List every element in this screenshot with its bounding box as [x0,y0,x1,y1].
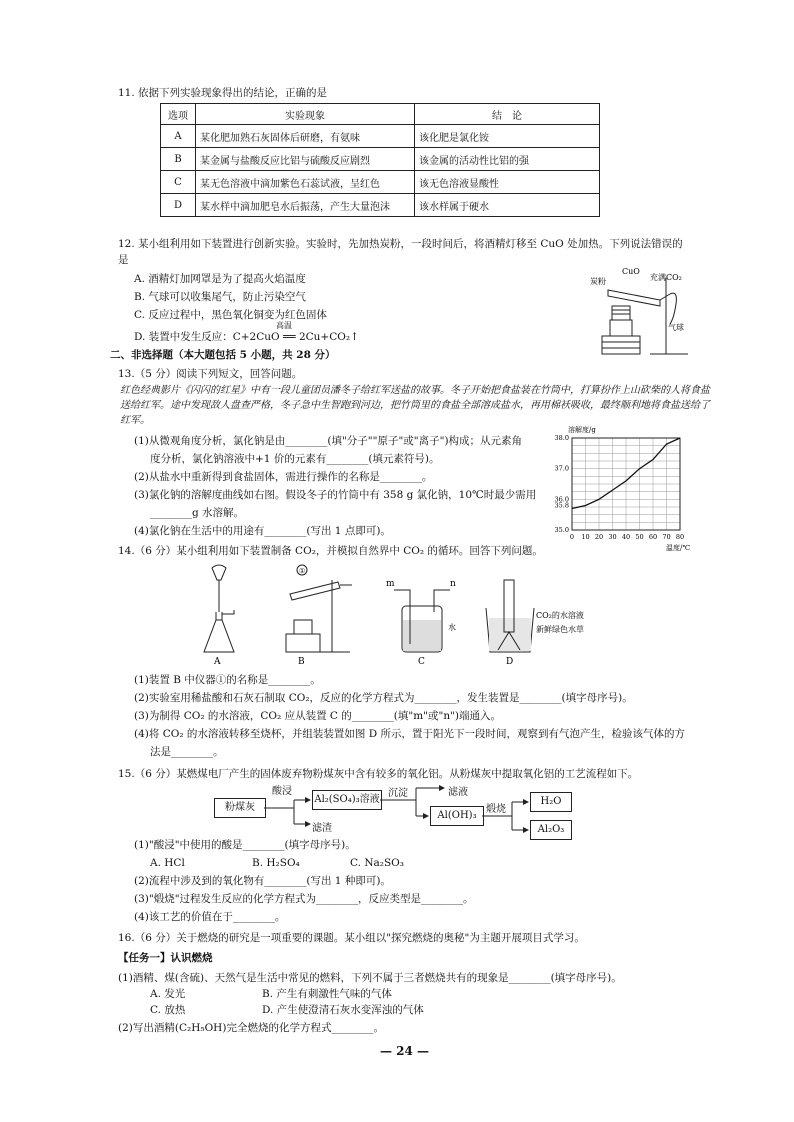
q16-option-b: B. 产生有刺激性气味的气体 [262,988,392,1000]
label-c: C [418,657,425,667]
q13-item-1: (1)从微观角度分析，氯化钠是由________(填"分子""原子"或"离子")构成；从元素角 [134,435,523,447]
table-cell: 某水样中滴加肥皂水后振荡，产生大量泡沫 [196,194,415,217]
x-tick-label: 10 [581,533,590,541]
label-balloon: 气球 [668,323,684,332]
apparatus-c [386,579,456,667]
label-a: A [214,657,221,667]
label-carbon-powder: 炭粉 [590,277,606,286]
label-co2-solution: CO₂的水溶液 [536,611,584,620]
x-tick-label: 20 [594,533,604,541]
table-row [161,194,600,217]
q16-stem: 16.（6 分）关于燃烧的研究是一项重要的课题。某小组以"探究燃烧的奥秘"为主题开展项目式学习。 [118,932,585,944]
q12-stem-cont: 是 [118,254,129,266]
q14-item-4: (4)将 CO₂ 的水溶液转移至烧杯，并组装装置如图 D 所示，置于阳光下一段时间，观察到有气泡产生，检验该气体的方 [134,728,685,740]
q12-option-c: C. 反应过程中，黑色氧化铜变为红色固体 [134,309,327,321]
q15-option-a: A. HCl [150,857,185,869]
q13-item-4: (4)氯化钠在生活中的用途有________(写出 1 点即可)。 [134,525,391,537]
x-tick-label: 80 [675,533,685,541]
reaction-condition: 高温 [276,321,292,330]
q14-stem: 14.（6 分）某小组利用如下装置制备 CO₂，并模拟自然界中 CO₂ 的循环。回答下列问题。 [118,545,543,557]
q14-item-1: (1)装置 B 中仪器①的名称是________。 [134,674,321,686]
table-cell: 某化肥加熟石灰固体后研磨，有氨味 [196,125,415,148]
label-co2: 充满CO₂ [650,273,682,282]
label-m: m [386,579,395,589]
flow-box-al2so43: Al₂(SO₄)₃溶液 [312,790,382,810]
table-cell: 该化肥是氯化铵 [415,125,600,148]
y-tick-label: 35.0 [554,526,569,534]
q16-task-1: 【任务一】认识燃烧 [118,952,213,964]
q11-stem: 11. 依据下列实验现象得出的结论，正确的是 [118,87,328,99]
label-cuo: CuO [622,267,640,276]
q12-option-b: B. 气球可以收集尾气，防止污染空气 [134,291,306,303]
q13-item-3-cont: ________g 水溶解。 [150,507,245,519]
q15-stem: 15.（6 分）某燃煤电厂产生的固体废弃物粉煤灰中含有较多的氧化铝。从粉煤灰中提取氧化铝的工艺流程如下。 [118,768,639,780]
q13-item-1-cont: 度分析，氯化钠溶液中+1 价的元素有________(填元素符号)。 [150,453,440,465]
x-tick-label: 70 [662,533,671,541]
table-header: 选项 [161,104,196,125]
x-axis-label: 温度/℃ [666,544,691,552]
flow-label-acid-leach: 酸浸 [272,786,292,797]
q15-option-c: C. Na₂SO₃ [350,857,405,869]
q16-item-2: (2)写出酒精(C₂H₅OH)完全燃烧的化学方程式________。 [118,1022,384,1034]
q13-passage: 红色经典影片《闪闪的红星》中有一段儿童团员潘冬子给红军送盐的故事。冬子开始把食盐装在竹筒中，打算扮作上山砍柴的人将食盐送给红军。途中发现敌人盘查严格，冬子急中生智跑到河边，把竹筒里的食盐全部溶成盐水，再用棉袄吸收，最终顺利地将食盐送给了红军。 [120,385,710,426]
table-cell: 某金属与盐酸反应比铝与硫酸反应剧烈 [196,148,415,171]
label-n: n [450,579,456,589]
q13-item-2: (2)从盐水中重新得到食盐固体，需进行操作的名称是________。 [134,471,433,483]
y-tick-label: 37.0 [554,464,569,473]
table-row [161,125,600,148]
q13-stem: 13.（5 分）阅读下列短文，回答问题。 [118,368,303,380]
q15-option-b: B. H₂SO₄ [252,857,300,869]
y-tick-label: 36.0 [554,495,569,504]
label-waterweed: 新鲜绿色水草 [536,625,584,634]
q16-option-d: D. 产生使澄清石灰水变浑浊的气体 [262,1004,424,1016]
flow-box-h2o: H₂O [530,792,572,812]
q15-item-4: (4)该工艺的价值在于________。 [134,911,286,923]
table-header-row [161,104,600,125]
table-cell: C [161,171,196,194]
q14-item-3: (3)为制得 CO₂ 的水溶液，CO₂ 应从装置 C 的________(填"m"或"n")端通入。 [134,710,502,722]
table-header: 结 论 [415,104,600,125]
table-cell: D [161,194,196,217]
balloon [670,293,676,324]
label-b: B [298,657,305,667]
table-cell: B [161,148,196,171]
table-header: 实验现象 [196,104,415,125]
q16-option-a: A. 发光 [150,988,186,1000]
table-cell: A [161,125,196,148]
q16-item-1: (1)酒精、煤(含硫)、天然气是生活中常见的燃料，下列不属于三者燃烧共有的现象是________(填字母序号)。 [118,972,622,984]
y-tick-label: 38.0 [554,434,569,442]
q12-apparatus-figure [588,258,698,360]
flow-box-fly-ash: 粉煤灰 [214,798,266,818]
test-tube [608,290,660,306]
flow-box-al2o3: Al₂O₃ [530,820,572,840]
label-d: D [506,657,514,667]
table-row [161,171,600,194]
x-tick-label: 0 [569,533,575,541]
apparatus-b [286,565,352,667]
x-tick-label: 50 [635,533,644,541]
flow-label-filtrate: 滤液 [448,787,468,798]
label-water: 水 [448,623,456,632]
q15-item-3: (3)"煅烧"过程发生反应的化学方程式为________，反应类型是________。 [134,893,474,905]
page-number: — 24 — [380,1044,430,1058]
solubility-chart [538,420,708,552]
q14-apparatus-figure [190,560,590,672]
wood-block [602,336,640,354]
q13-item-3: (3)氯化钠的溶解度曲线如右图。假设冬子的竹筒中有 358 g 氯化钠，10℃时最少需用 [134,489,537,501]
x-tick-label: 60 [648,533,658,541]
q16-option-c: C. 放热 [150,1004,186,1016]
table-row [161,148,600,171]
flow-label-calcine: 煅烧 [486,804,506,815]
table-cell: 该金属的活动性比铝的强 [415,148,600,171]
q14-item-4-cont: 法是________。 [150,746,224,758]
flow-label-precipitate: 沉淀 [388,788,408,799]
q14-item-2: (2)实验室用稀盐酸和石灰石制取 CO₂，反应的化学方程式为________，发生装置是________(填字母序号)。 [134,692,633,704]
apparatus-d [486,580,584,667]
x-tick-label: 40 [621,533,631,541]
q12-option-d: D. 装置中发生反应：C+2CuO ══ 2Cu+CO₂↑ [134,331,359,343]
q15-item-2: (2)流程中涉及到的氧化物有________(写出 1 种即可)。 [134,875,391,887]
table-cell: 该无色溶液显酸性 [415,171,600,194]
q15-item-1: (1)"酸浸"中使用的酸是________(填字母序号)。 [134,839,356,851]
table-cell: 该水样属于硬水 [415,194,600,217]
flow-arrows [260,784,540,836]
q12-stem: 12. 某小组利用如下装置进行创新实验。实验时，先加热炭粉，一段时间后，将酒精灯移至 CuO 处加热。下列说法错误的 [118,238,683,250]
flow-label-residue: 滤渣 [312,823,332,834]
y-tick-label: 35.8 [554,501,569,510]
alcohol-lamp [610,320,632,336]
y-axis-label: 溶解度/g [568,426,596,434]
lamp-mesh [612,306,630,320]
q12-option-a: A. 酒精灯加网罩是为了提高火焰温度 [134,273,306,285]
x-tick-label: 30 [608,533,617,541]
section-title: 二、非选择题（本大题包括 5 小题，共 28 分） [110,349,336,361]
q11-table [160,103,600,217]
table-cell: 某无色溶液中滴加紫色石蕊试液，呈红色 [196,171,415,194]
apparatus-a [204,565,234,667]
flow-box-aloh3: Al(OH)₃ [430,806,484,826]
label-instrument-1: ① [299,567,306,575]
